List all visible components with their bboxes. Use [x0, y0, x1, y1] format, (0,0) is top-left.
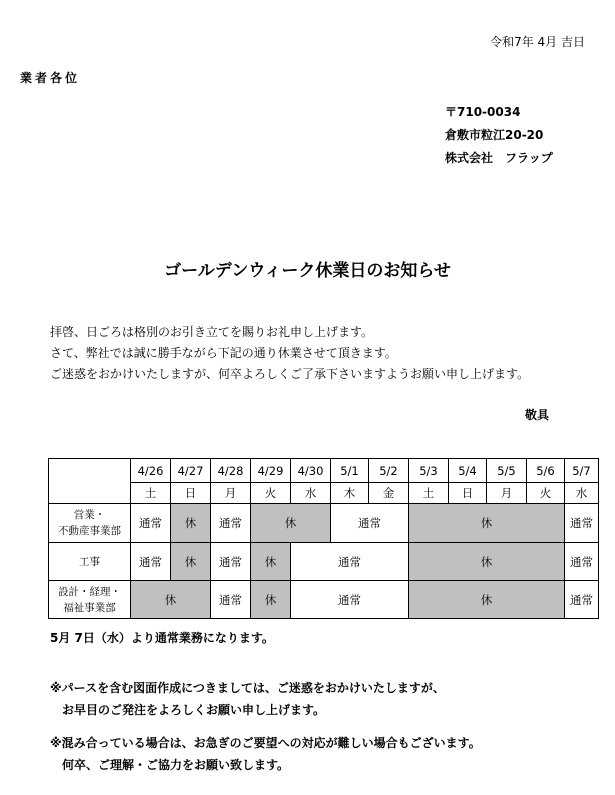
dept-name-line: 福祉事業部 [63, 601, 116, 614]
weekday-cell: 木 [331, 483, 369, 504]
weekday-cell: 日 [171, 483, 211, 504]
company-name: 株式会社 フラップ [445, 151, 553, 165]
corner-cell [49, 459, 131, 504]
dept-cell [49, 543, 131, 581]
weekday-cell: 金 [369, 483, 409, 504]
notice-title: ゴールデンウィーク休業日のお知らせ [164, 261, 451, 281]
weekday-cell: 月 [487, 483, 527, 504]
open-cell: 通常 [211, 581, 251, 619]
date-cell: 5/3 [409, 459, 449, 483]
date-cell: 4/27 [171, 459, 211, 483]
date-cell: 4/29 [251, 459, 291, 483]
date-cell: 4/28 [211, 459, 251, 483]
closed-cell: 休 [171, 504, 211, 543]
dept-name-line: 設計・経理・ [58, 585, 121, 598]
dept-name-line: 工事 [79, 555, 100, 568]
weekday-cell: 土 [409, 483, 449, 504]
weekday-cell: 水 [565, 483, 599, 504]
body-line: 拝啓、日ごろは格別のお引き立てを賜りお礼申し上げます。 [50, 325, 374, 339]
resume-notice: 5月 7日（水）より通常業務になります。 [50, 631, 274, 645]
date-row [49, 459, 599, 483]
address: 倉敷市粒江20-20 [445, 128, 544, 142]
note-line: ※パースを含む図面作成につきましては、ご迷惑をおかけいたしますが、 [50, 681, 445, 695]
body-line: ご迷惑をおかけいたしますが、何卒よろしくご了承下さいますようお願い申し上げます。 [50, 367, 530, 381]
recipient: 業者各位 [20, 71, 81, 85]
closed-cell: 休 [409, 581, 565, 619]
dept-row [49, 581, 599, 619]
weekday-cell: 火 [527, 483, 565, 504]
weekday-row [49, 483, 599, 504]
note-line: ※混み合っている場合は、お急ぎのご要望への対応が難しい場合もございます。 [50, 736, 481, 750]
closed-cell: 休 [171, 543, 211, 581]
weekday-cell: 日 [449, 483, 487, 504]
note-drawings [50, 677, 445, 721]
date-cell: 5/1 [331, 459, 369, 483]
date-cell: 5/7 [565, 459, 599, 483]
closing: 敬具 [524, 408, 549, 422]
body-line: さて、弊社では誠に勝手ながら下記の通り休業させて頂きます。 [50, 346, 397, 360]
weekday-cell: 月 [211, 483, 251, 504]
open-cell: 通常 [211, 504, 251, 543]
note-line: お早目のご発注をよろしくお願い申し上げます。 [50, 703, 326, 717]
date-cell: 4/30 [291, 459, 331, 483]
postal-code: 〒710-0034 [445, 105, 521, 119]
date-cell: 5/6 [527, 459, 565, 483]
weekday-cell: 火 [251, 483, 291, 504]
closed-cell: 休 [131, 581, 211, 619]
date-cell: 5/4 [449, 459, 487, 483]
open-cell: 通常 [211, 543, 251, 581]
open-cell: 通常 [291, 543, 409, 581]
dept-row [49, 543, 599, 581]
date-cell: 5/2 [369, 459, 409, 483]
open-cell: 通常 [131, 504, 171, 543]
open-cell: 通常 [565, 581, 599, 619]
holiday-schedule-table [48, 458, 599, 619]
closed-cell: 休 [409, 504, 565, 543]
weekday-cell: 土 [131, 483, 171, 504]
date-cell: 5/5 [487, 459, 527, 483]
open-cell: 通常 [565, 543, 599, 581]
open-cell: 通常 [291, 581, 409, 619]
dept-name-line: 営業・ [73, 509, 106, 521]
weekday-cell: 水 [291, 483, 331, 504]
open-cell: 通常 [331, 504, 409, 543]
date-cell: 4/26 [131, 459, 171, 483]
closed-cell: 休 [409, 543, 565, 581]
issue-date: 令和7年 4月 吉日 [490, 35, 585, 49]
dept-cell [49, 581, 131, 619]
note-busy [50, 732, 481, 776]
body-text [50, 322, 529, 385]
dept-row [49, 504, 599, 543]
open-cell: 通常 [131, 543, 171, 581]
dept-name-line: 不動産事業部 [58, 525, 121, 537]
sender-block [445, 101, 553, 170]
open-cell: 通常 [565, 504, 599, 543]
dept-cell [49, 504, 131, 543]
closed-cell: 休 [251, 543, 291, 581]
closed-cell: 休 [251, 504, 331, 543]
closed-cell: 休 [251, 581, 291, 619]
note-line: 何卒、ご理解・ご協力をお願い致します。 [50, 758, 290, 772]
